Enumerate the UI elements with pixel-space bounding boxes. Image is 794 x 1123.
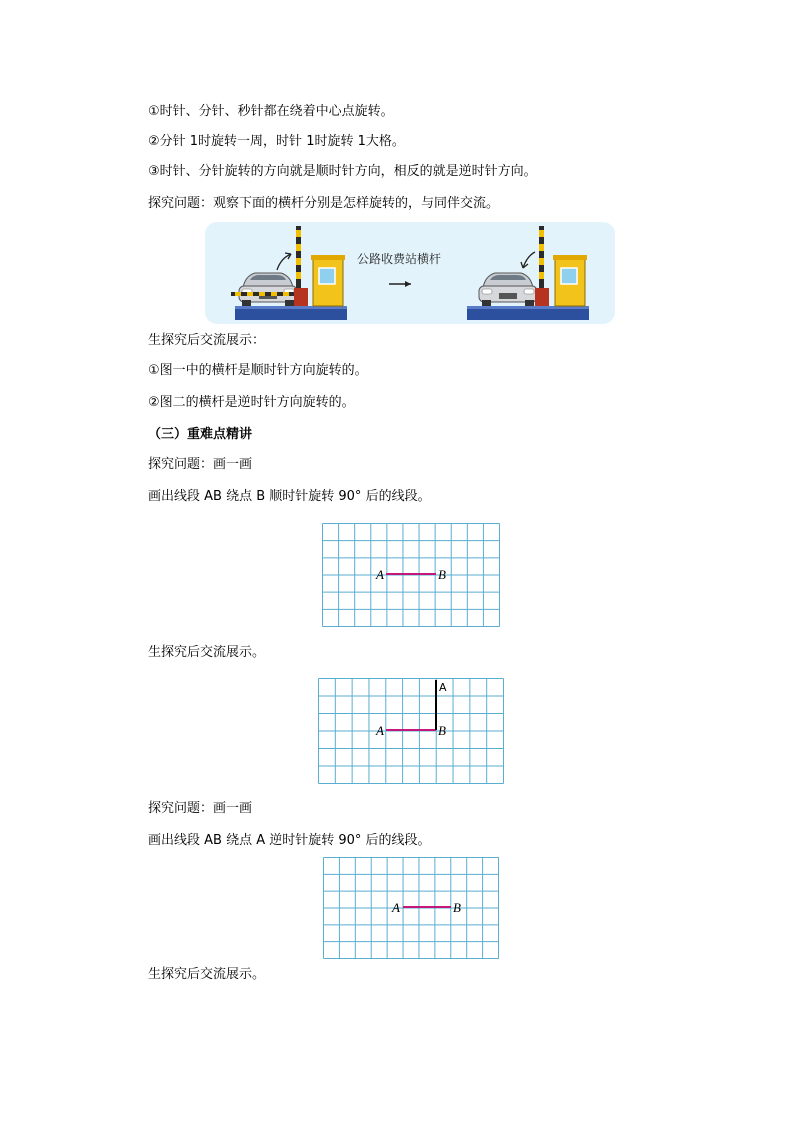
label-b: B <box>438 567 446 582</box>
text-line-7: ②图二的横杆是逆时针方向旋转的。 <box>148 395 355 410</box>
text-line-2: ②分针 1时旋转一周，时针 1时旋转 1大格。 <box>148 134 405 149</box>
label-a: A <box>392 900 400 915</box>
label-b: B <box>438 723 446 738</box>
grid-figure-1 <box>322 523 500 627</box>
label-a: A <box>376 567 384 582</box>
text-line-1: ①时针、分针、秒针都在绕着中心点旋转。 <box>148 104 394 119</box>
label-b: B <box>453 900 461 915</box>
text-line-12: 探究问题：画一画 <box>148 801 253 816</box>
toll-barrier-figure <box>205 222 615 324</box>
grid-figure-3 <box>323 857 499 959</box>
toll-caption: 公路收费站横杆 <box>357 252 442 266</box>
text-line-9: 探究问题：画一画 <box>148 457 253 472</box>
text-line-11: 生探究后交流展示。 <box>148 645 266 660</box>
grid-figure-2 <box>318 678 504 784</box>
text-line-10: 画出线段 AB 绕点 B 顺时针旋转 90° 后的线段。 <box>148 489 431 504</box>
text-line-3: ③时针、分针旋转的方向就是顺时针方向，相反的就是逆时针方向。 <box>148 164 537 179</box>
text-line-13: 画出线段 AB 绕点 A 逆时针旋转 90° 后的线段。 <box>148 833 431 848</box>
label-a-rotated: A <box>439 681 447 694</box>
section-heading: （三）重难点精讲 <box>148 427 253 442</box>
text-line-5: 生探究后交流展示： <box>148 333 266 348</box>
text-line-4: 探究问题：观察下面的横杆分别是怎样旋转的，与同伴交流。 <box>148 196 500 211</box>
text-line-6: ①图一中的横杆是顺时针方向旋转的。 <box>148 363 368 378</box>
text-line-14: 生探究后交流展示。 <box>148 967 266 982</box>
label-a: A <box>376 723 384 738</box>
